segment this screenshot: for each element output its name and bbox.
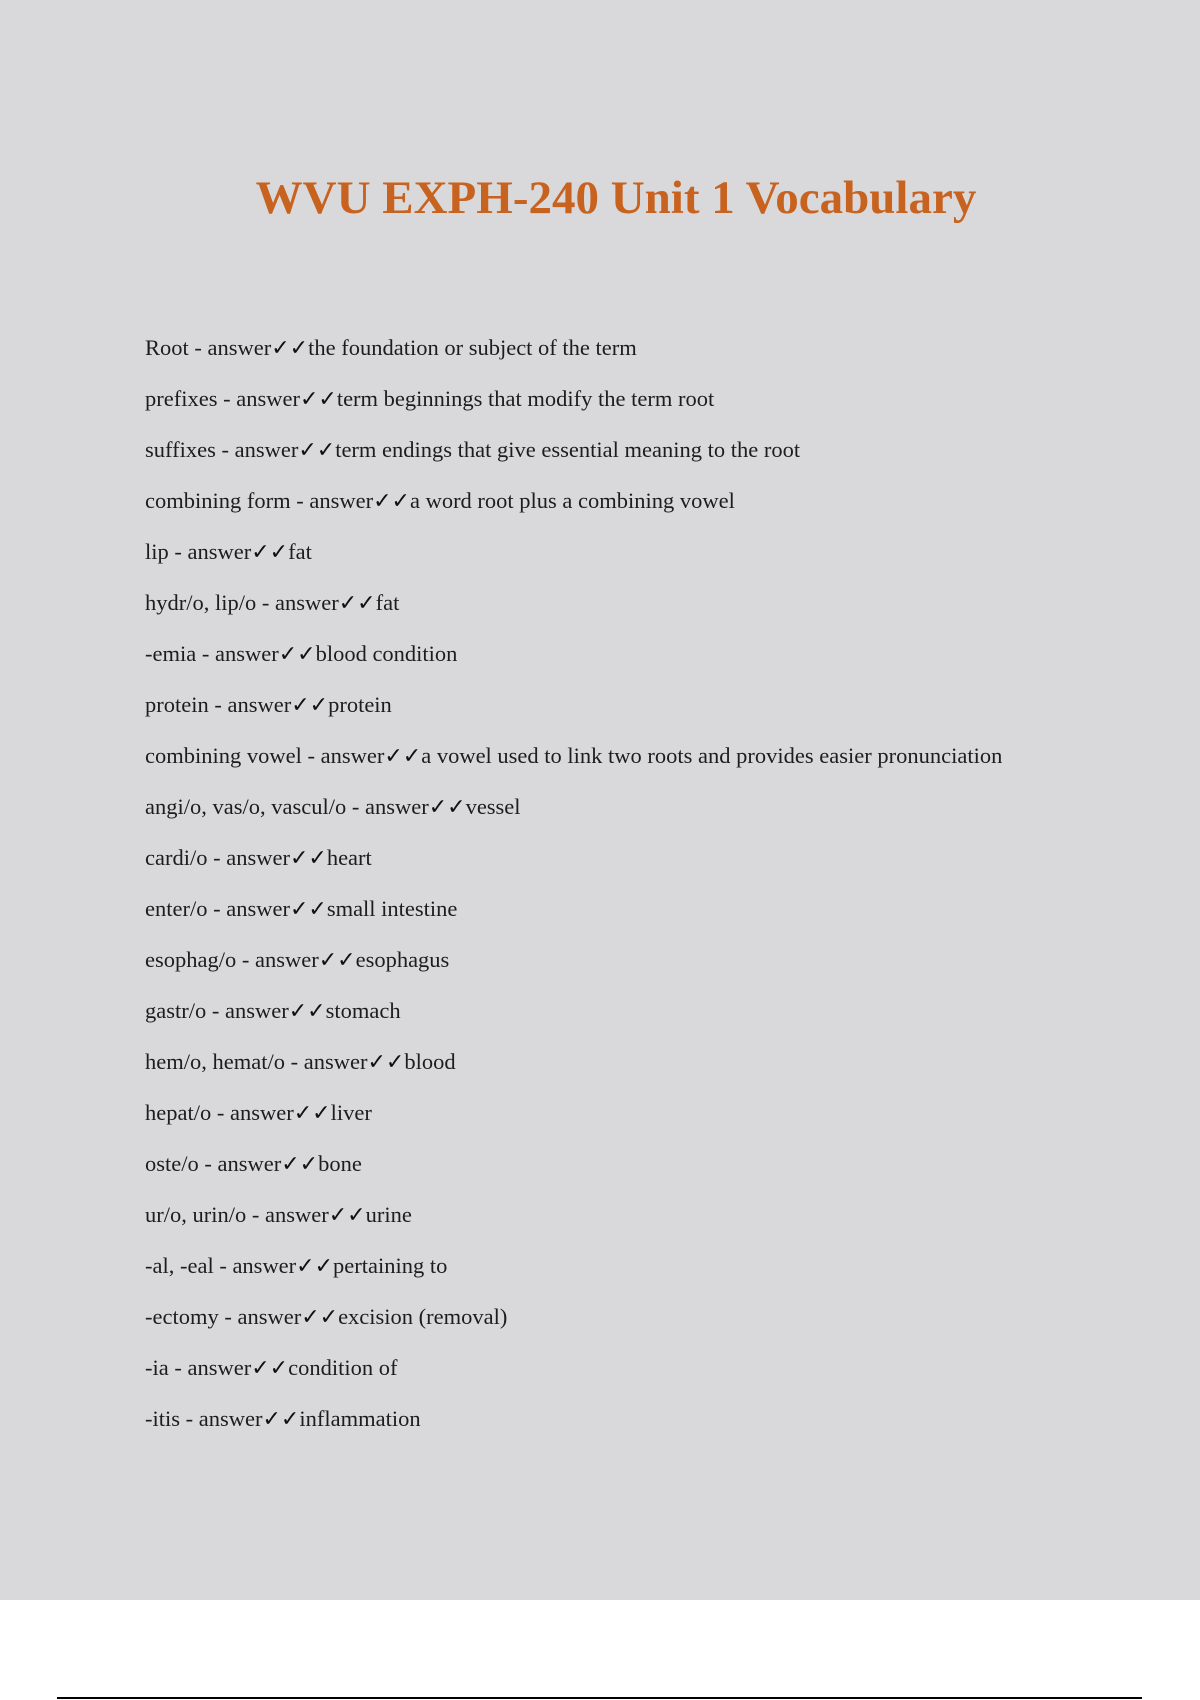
- double-check-icon: ✓✓: [281, 1152, 319, 1177]
- entry-term: enter/o: [145, 896, 208, 921]
- entry-definition: urine: [365, 1202, 412, 1227]
- entry-separator: - answer: [188, 335, 272, 360]
- double-check-icon: ✓✓: [251, 1356, 289, 1381]
- entry-definition: blood: [404, 1049, 456, 1074]
- vocabulary-entry: [145, 1036, 1002, 1087]
- entry-separator: - answer: [180, 1406, 263, 1431]
- entry-separator: - answer: [206, 998, 289, 1023]
- vocabulary-entry: [145, 679, 1002, 730]
- double-check-icon: ✓✓: [428, 795, 466, 820]
- entry-separator: - answer: [207, 845, 290, 870]
- entry-separator: - answer: [198, 1151, 282, 1176]
- double-check-icon: ✓✓: [318, 948, 356, 973]
- double-check-icon: ✓✓: [384, 744, 422, 769]
- entry-term: ur/o, urin/o: [145, 1202, 247, 1227]
- entry-separator: - answer: [207, 896, 290, 921]
- entry-term: suffixes: [145, 437, 216, 462]
- entry-term: combining vowel: [145, 743, 302, 768]
- vocabulary-entry: [145, 934, 1002, 985]
- entry-separator: - answer: [284, 1049, 368, 1074]
- entry-separator: - answer: [256, 590, 339, 615]
- entry-definition: term beginnings that modify the term root: [336, 386, 715, 411]
- double-check-icon: ✓✓: [296, 1254, 334, 1279]
- footer-divider: [57, 1697, 1142, 1699]
- vocabulary-entry: [145, 577, 1002, 628]
- entry-separator: - answer: [211, 1100, 294, 1125]
- entry-definition: inflammation: [299, 1406, 421, 1431]
- entry-separator: - answer: [346, 794, 429, 819]
- vocabulary-entry: [145, 883, 1002, 934]
- entry-term: gastr/o: [145, 998, 207, 1023]
- vocabulary-entry: [145, 1240, 1002, 1291]
- entry-term: protein: [145, 692, 209, 717]
- double-check-icon: ✓✓: [271, 336, 309, 361]
- vocabulary-entry: [145, 1342, 1002, 1393]
- entry-separator: - answer: [246, 1202, 329, 1227]
- entry-definition: vessel: [465, 794, 521, 819]
- vocabulary-entry: [145, 1087, 1002, 1138]
- double-check-icon: ✓✓: [289, 897, 327, 922]
- vocabulary-entry: [145, 1291, 1002, 1342]
- entry-term: oste/o: [145, 1151, 199, 1176]
- vocabulary-entry: [145, 1189, 1002, 1240]
- vocabulary-list: [145, 322, 1002, 1444]
- entry-term: -ia: [145, 1355, 169, 1380]
- entry-separator: - answer: [168, 539, 252, 564]
- entry-term: combining form: [145, 488, 291, 513]
- entry-definition: liver: [330, 1100, 372, 1125]
- double-check-icon: ✓✓: [278, 642, 316, 667]
- entry-term: hepat/o: [145, 1100, 212, 1125]
- vocabulary-entry: [145, 424, 1002, 475]
- vocabulary-entry: [145, 475, 1002, 526]
- vocabulary-entry: [145, 1393, 1002, 1444]
- entry-definition: a word root plus a combining vowel: [409, 488, 735, 513]
- vocabulary-entry: [145, 526, 1002, 577]
- entry-separator: - answer: [213, 1253, 297, 1278]
- entry-definition: the foundation or subject of the term: [308, 335, 637, 360]
- double-check-icon: ✓✓: [298, 438, 336, 463]
- vocabulary-entry: [145, 985, 1002, 1036]
- document-title: WVU EXPH-240 Unit 1 Vocabulary: [255, 172, 977, 224]
- vocabulary-entry: [145, 1138, 1002, 1189]
- double-check-icon: ✓✓: [293, 1101, 331, 1126]
- entry-separator: - answer: [236, 947, 319, 972]
- entry-term: cardi/o: [145, 845, 208, 870]
- vocabulary-entry: [145, 373, 1002, 424]
- entry-definition: term endings that give essential meaning to the root: [335, 437, 801, 462]
- entry-term: -emia: [145, 641, 197, 666]
- entry-definition: condition of: [288, 1355, 398, 1380]
- double-check-icon: ✓✓: [301, 1305, 339, 1330]
- entry-definition: stomach: [325, 998, 401, 1023]
- double-check-icon: ✓✓: [328, 1203, 366, 1228]
- entry-separator: - answer: [168, 1355, 252, 1380]
- entry-term: hydr/o, lip/o: [145, 590, 257, 615]
- entry-separator: - answer: [301, 743, 385, 768]
- entry-term: prefixes: [145, 386, 218, 411]
- double-check-icon: ✓✓: [338, 591, 376, 616]
- entry-definition: a vowel used to link two roots and provides easier pronunciation: [421, 743, 1003, 768]
- double-check-icon: ✓✓: [291, 693, 329, 718]
- entry-definition: esophagus: [355, 947, 450, 972]
- entry-definition: blood condition: [315, 641, 458, 666]
- entry-separator: - answer: [215, 437, 299, 462]
- entry-definition: protein: [328, 692, 392, 717]
- entry-term: angi/o, vas/o, vascul/o: [145, 794, 347, 819]
- entry-term: hem/o, hemat/o: [145, 1049, 285, 1074]
- vocabulary-entry: [145, 322, 1002, 373]
- vocabulary-entry: [145, 628, 1002, 679]
- double-check-icon: ✓✓: [299, 387, 337, 412]
- entry-definition: heart: [326, 845, 372, 870]
- entry-separator: - answer: [196, 641, 279, 666]
- vocabulary-entry: [145, 832, 1002, 883]
- vocabulary-entry: [145, 781, 1002, 832]
- entry-definition: fat: [288, 539, 312, 564]
- double-check-icon: ✓✓: [288, 999, 326, 1024]
- entry-separator: - answer: [218, 1304, 302, 1329]
- entry-separator: - answer: [290, 488, 374, 513]
- entry-definition: fat: [375, 590, 400, 615]
- entry-term: lip: [145, 539, 169, 564]
- double-check-icon: ✓✓: [262, 1407, 300, 1432]
- double-check-icon: ✓✓: [251, 540, 289, 565]
- entry-separator: - answer: [217, 386, 300, 411]
- entry-definition: bone: [318, 1151, 362, 1176]
- entry-term: -itis: [145, 1406, 181, 1431]
- entry-definition: pertaining to: [333, 1253, 448, 1278]
- entry-term: -al, -eal: [145, 1253, 214, 1278]
- entry-term: esophag/o: [145, 947, 237, 972]
- entry-term: Root: [145, 335, 189, 360]
- double-check-icon: ✓✓: [289, 846, 327, 871]
- entry-definition: excision (removal): [338, 1304, 508, 1329]
- entry-separator: - answer: [208, 692, 292, 717]
- entry-term: -ectomy: [145, 1304, 219, 1329]
- vocabulary-entry: [145, 730, 1002, 781]
- page-bottom-margin: [0, 1600, 1200, 1700]
- entry-definition: small intestine: [326, 896, 458, 921]
- double-check-icon: ✓✓: [373, 489, 410, 514]
- double-check-icon: ✓✓: [367, 1050, 405, 1075]
